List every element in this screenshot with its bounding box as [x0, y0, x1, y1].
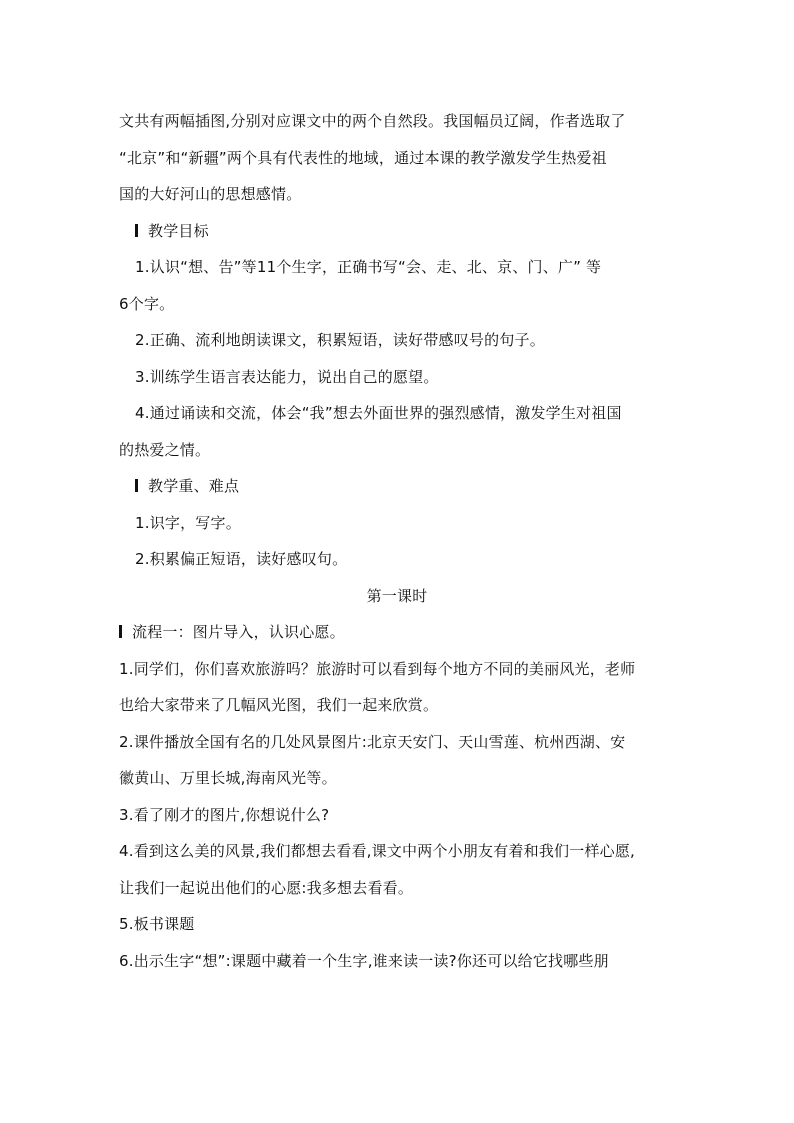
goal-line-3: 2.正确、流利地朗读课文，积累短语，读好带感叹号的句子。 — [135, 331, 545, 349]
document-body — [119, 103, 675, 979]
process-line-4: 徽黄山、万里长城,海南风光等。 — [119, 769, 337, 787]
goal-line-2: 6个字。 — [119, 294, 175, 313]
process-line-9: 6.出示生字“想”:课题中藏着一个生字,谁来读一读?你还可以给它找哪些朋 — [119, 951, 609, 970]
focus-line-1: 1.识字，写字。 — [135, 513, 241, 532]
goal-line-1: 1.认识“想、告”等11个生字，正确书写“会、走、北、京、门、广” 等 — [135, 258, 602, 276]
intro-line-3: 国的大好河山的思想感情。 — [119, 185, 302, 203]
goal-line-5: 4.通过诵读和交流，体会“我”想去外面世界的强烈感情，激发学生对祖国 — [135, 404, 622, 422]
focus-heading — [119, 468, 675, 505]
focus-heading-text: 教学重、难点 — [148, 477, 240, 495]
process-line-5: 3.看了刚才的图片,你想说什么? — [119, 805, 330, 824]
goal-line-4: 3.训练学生语言表达能力，说出自己的愿望。 — [135, 367, 439, 386]
heading-bar-icon — [119, 625, 122, 638]
heading-bar-icon — [135, 224, 138, 237]
process-line-1: 1.同学们，你们喜欢旅游吗？旅游时可以看到每个地方不同的美丽风光，老师 — [119, 659, 636, 678]
lesson-title: 第一课时 — [366, 586, 428, 605]
process-line-3: 2.课件播放全国有名的几处风景图片:北京天安门、天山雪莲、杭州西湖、安 — [119, 732, 626, 751]
process-line-2: 也给大家带来了几幅风光图，我们一起来欣赏。 — [119, 696, 439, 714]
process-line-8: 5.板书课题 — [119, 915, 195, 933]
intro-line-2: “北京”和“新疆”两个具有代表性的地域，通过本课的教学激发学生热爱祖 — [119, 148, 607, 167]
goal-line-6: 的热爱之情。 — [119, 440, 211, 459]
focus-line-2: 2.积累偏正短语，读好感叹句。 — [135, 550, 348, 568]
process-heading — [119, 614, 675, 651]
intro-line-1: 文共有两幅插图,分别对应课文中的两个自然段。我国幅员辽阔，作者选取了 — [119, 112, 626, 130]
process-line-7: 让我们一起说出他们的心愿:我多想去看看。 — [119, 878, 414, 897]
process-heading-text: 流程一：图片导入，认识心愿。 — [132, 623, 345, 641]
goals-heading — [119, 213, 675, 250]
process-line-6: 4.看到这么美的风景,我们都想去看看,课文中两个小朋友有着和我们一样心愿, — [119, 842, 636, 860]
goals-heading-text: 教学目标 — [148, 221, 209, 240]
heading-bar-icon — [135, 479, 138, 492]
